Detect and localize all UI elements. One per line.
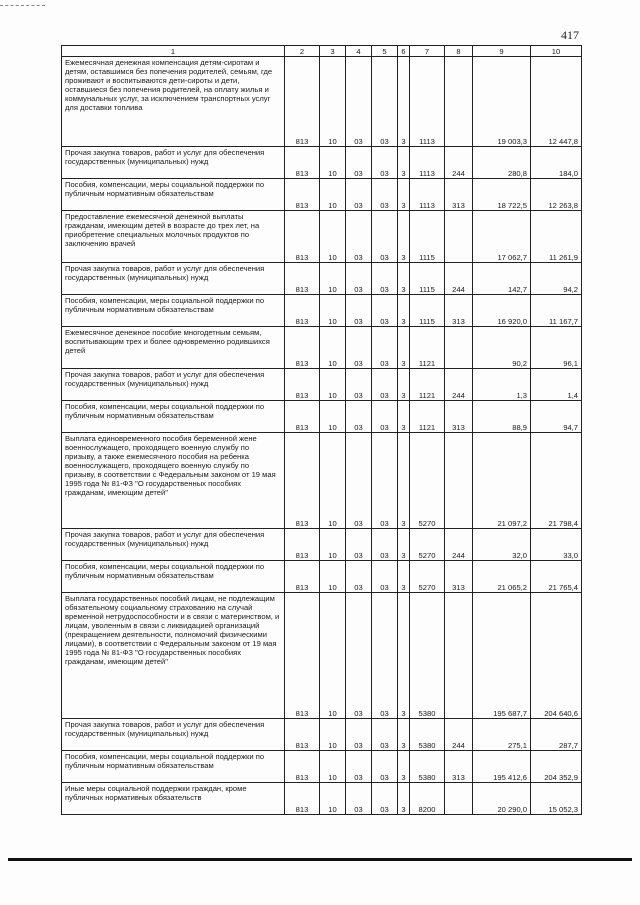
table-row [62,593,582,719]
chapter-code: 813 [285,211,320,263]
bottom-rule [8,858,632,861]
column-header: 6 [398,46,410,57]
subsection-code: 03 [346,211,372,263]
item-code: 5380 [410,719,445,751]
amount-year-1: 21 065,2 [473,561,531,593]
table-body [62,57,582,815]
section-code: 10 [320,147,346,179]
subsection-code: 03 [346,179,372,211]
subprogram-code: 3 [398,401,410,433]
table-row [62,327,582,369]
program-code: 03 [372,433,398,529]
program-code: 03 [372,263,398,295]
table-row [62,263,582,295]
row-description: Прочая закупка товаров, работ и услуг для обеспечения государственных (муниципальных) нужд [62,369,285,401]
program-code: 03 [372,401,398,433]
table-row [62,719,582,751]
amount-year-2: 15 052,3 [531,783,582,815]
subprogram-code: 3 [398,211,410,263]
subsection-code: 03 [346,147,372,179]
expense-type-code [445,57,473,147]
row-description: Ежемесячное денежное пособие многодетным семьям, воспитывающим трех и более одновременно родившихся детей [62,327,285,369]
section-code: 10 [320,179,346,211]
amount-year-1: 16 920,0 [473,295,531,327]
item-code: 1121 [410,327,445,369]
amount-year-2: 1,4 [531,369,582,401]
subsection-code: 03 [346,327,372,369]
expense-type-code: 244 [445,263,473,295]
subsection-code: 03 [346,719,372,751]
subsection-code: 03 [346,529,372,561]
row-description: Предоставление ежемесячной денежной выплаты гражданам, имеющим детей в возрасте до трех лет, на приобретение специальных молочных продуктов по заключению врачей [62,211,285,263]
subprogram-code: 3 [398,751,410,783]
amount-year-1: 195 687,7 [473,593,531,719]
item-code: 5270 [410,561,445,593]
subprogram-code: 3 [398,561,410,593]
amount-year-2: 204 640,6 [531,593,582,719]
table-row [62,211,582,263]
row-description: Прочая закупка товаров, работ и услуг для обеспечения государственных (муниципальных) нужд [62,147,285,179]
expense-type-code [445,783,473,815]
section-code: 10 [320,369,346,401]
subprogram-code: 3 [398,295,410,327]
budget-table [61,45,582,815]
table-row [62,295,582,327]
item-code: 5270 [410,529,445,561]
amount-year-2: 33,0 [531,529,582,561]
page-number: 417 [561,28,579,42]
subprogram-code: 3 [398,147,410,179]
row-description: Пособия, компенсации, меры социальной поддержки по публичным нормативным обязательствам [62,295,285,327]
program-code: 03 [372,179,398,211]
table-row [62,561,582,593]
subsection-code: 03 [346,751,372,783]
column-header: 1 [62,46,285,57]
column-header: 8 [445,46,473,57]
amount-year-1: 19 003,3 [473,57,531,147]
subsection-code: 03 [346,593,372,719]
subsection-code: 03 [346,561,372,593]
item-code: 8200 [410,783,445,815]
program-code: 03 [372,211,398,263]
item-code: 1121 [410,369,445,401]
expense-type-code: 244 [445,369,473,401]
subsection-code: 03 [346,57,372,147]
subsection-code: 03 [346,433,372,529]
subprogram-code: 3 [398,719,410,751]
expense-type-code: 313 [445,179,473,211]
expense-type-code: 244 [445,147,473,179]
item-code: 5270 [410,433,445,529]
item-code: 1121 [410,401,445,433]
chapter-code: 813 [285,295,320,327]
item-code: 1115 [410,295,445,327]
section-code: 10 [320,57,346,147]
section-code: 10 [320,719,346,751]
chapter-code: 813 [285,719,320,751]
item-code: 1115 [410,211,445,263]
program-code: 03 [372,327,398,369]
expense-type-code: 313 [445,295,473,327]
subprogram-code: 3 [398,433,410,529]
subprogram-code: 3 [398,327,410,369]
column-header: 10 [531,46,582,57]
amount-year-2: 21 765,4 [531,561,582,593]
amount-year-2: 96,1 [531,327,582,369]
program-code: 03 [372,369,398,401]
amount-year-1: 21 097,2 [473,433,531,529]
chapter-code: 813 [285,593,320,719]
program-code: 03 [372,719,398,751]
item-code: 1113 [410,179,445,211]
row-description: Пособия, компенсации, меры социальной поддержки по публичным нормативным обязательствам [62,561,285,593]
table-row [62,751,582,783]
chapter-code: 813 [285,751,320,783]
amount-year-1: 280,8 [473,147,531,179]
amount-year-2: 204 352,9 [531,751,582,783]
row-description: Пособия, компенсации, меры социальной поддержки по публичным нормативным обязательствам [62,751,285,783]
amount-year-1: 88,9 [473,401,531,433]
subsection-code: 03 [346,401,372,433]
subsection-code: 03 [346,369,372,401]
amount-year-2: 94,7 [531,401,582,433]
table-row [62,147,582,179]
amount-year-2: 94,2 [531,263,582,295]
item-code: 1113 [410,147,445,179]
amount-year-1: 20 290,0 [473,783,531,815]
section-code: 10 [320,433,346,529]
program-code: 03 [372,295,398,327]
row-description: Пособия, компенсации, меры социальной поддержки по публичным нормативным обязательствам [62,401,285,433]
program-code: 03 [372,593,398,719]
expense-type-code: 313 [445,561,473,593]
program-code: 03 [372,147,398,179]
expense-type-code [445,593,473,719]
amount-year-1: 32,0 [473,529,531,561]
expense-type-code: 244 [445,529,473,561]
subprogram-code: 3 [398,529,410,561]
item-code: 1113 [410,57,445,147]
section-code: 10 [320,263,346,295]
section-code: 10 [320,751,346,783]
amount-year-2: 12 263,8 [531,179,582,211]
amount-year-1: 142,7 [473,263,531,295]
column-header: 3 [320,46,346,57]
amount-year-2: 12 447,8 [531,57,582,147]
subsection-code: 03 [346,295,372,327]
column-header: 7 [410,46,445,57]
chapter-code: 813 [285,783,320,815]
expense-type-code [445,327,473,369]
section-code: 10 [320,529,346,561]
item-code: 5380 [410,593,445,719]
scan-edge-mark [0,5,45,6]
section-code: 10 [320,783,346,815]
table-row [62,783,582,815]
expense-type-code: 313 [445,401,473,433]
row-description: Иные меры социальной поддержки граждан, кроме публичных нормативных обязательств [62,783,285,815]
amount-year-1: 195 412,6 [473,751,531,783]
program-code: 03 [372,529,398,561]
expense-type-code [445,433,473,529]
section-code: 10 [320,561,346,593]
amount-year-1: 90,2 [473,327,531,369]
chapter-code: 813 [285,327,320,369]
table-header-row [62,46,582,57]
section-code: 10 [320,211,346,263]
amount-year-2: 21 798,4 [531,433,582,529]
chapter-code: 813 [285,57,320,147]
section-code: 10 [320,295,346,327]
expense-type-code: 244 [445,719,473,751]
amount-year-2: 287,7 [531,719,582,751]
program-code: 03 [372,561,398,593]
chapter-code: 813 [285,263,320,295]
chapter-code: 813 [285,529,320,561]
program-code: 03 [372,783,398,815]
row-description: Прочая закупка товаров, работ и услуг для обеспечения государственных (муниципальных) нужд [62,263,285,295]
subprogram-code: 3 [398,783,410,815]
section-code: 10 [320,327,346,369]
chapter-code: 813 [285,369,320,401]
amount-year-1: 275,1 [473,719,531,751]
subprogram-code: 3 [398,593,410,719]
chapter-code: 813 [285,179,320,211]
table-row [62,369,582,401]
subprogram-code: 3 [398,263,410,295]
row-description: Ежемесячная денежная компенсация детям-сиротам и детям, оставшимся без попечения родителей, семьям, где проживают и воспитываются дети-сироты и дети, оставшиеся без попечения родителей, на оплату жилья и коммунальных услуг, за исключением транспортных услуг для доставки топлива [62,57,285,147]
amount-year-1: 17 062,7 [473,211,531,263]
table-row [62,401,582,433]
row-description: Прочая закупка товаров, работ и услуг для обеспечения государственных (муниципальных) нужд [62,529,285,561]
column-header: 2 [285,46,320,57]
amount-year-2: 11 167,7 [531,295,582,327]
amount-year-1: 18 722,5 [473,179,531,211]
chapter-code: 813 [285,401,320,433]
program-code: 03 [372,751,398,783]
chapter-code: 813 [285,433,320,529]
amount-year-2: 184,0 [531,147,582,179]
item-code: 5380 [410,751,445,783]
expense-type-code: 313 [445,751,473,783]
expense-type-code [445,211,473,263]
subprogram-code: 3 [398,179,410,211]
amount-year-1: 1,3 [473,369,531,401]
table-row [62,529,582,561]
chapter-code: 813 [285,561,320,593]
row-description: Прочая закупка товаров, работ и услуг для обеспечения государственных (муниципальных) нужд [62,719,285,751]
chapter-code: 813 [285,147,320,179]
table-row [62,433,582,529]
subprogram-code: 3 [398,369,410,401]
item-code: 1115 [410,263,445,295]
subsection-code: 03 [346,263,372,295]
row-description: Пособия, компенсации, меры социальной поддержки по публичным нормативным обязательствам [62,179,285,211]
table-row [62,179,582,211]
row-description: Выплата единовременного пособия беременной жене военнослужащего, проходящего военную службу по призыву, а также ежемесячного пособия на ребенка военнослужащего, проходящего военную службу по призыву, в соответствии с Федеральным законом от 19 мая 1995 года № 81-ФЗ "О государственных пособиях гражданам, имеющим детей" [62,433,285,529]
subprogram-code: 3 [398,57,410,147]
column-header: 4 [346,46,372,57]
amount-year-2: 11 261,9 [531,211,582,263]
subsection-code: 03 [346,783,372,815]
section-code: 10 [320,593,346,719]
program-code: 03 [372,57,398,147]
column-header: 9 [473,46,531,57]
row-description: Выплата государственных пособий лицам, не подлежащим обязательному социальному страхованию на случай временной нетрудоспособности и в связи с материнством, и лицам, уволенным в связи с ликвидацией организаций (прекращением деятельности, полномочий физическими лицами), в соответствии с Федеральным законом от 19 мая 1995 года № 81-ФЗ "О государственных пособиях гражданам, имеющим детей" [62,593,285,719]
column-header: 5 [372,46,398,57]
section-code: 10 [320,401,346,433]
table-row [62,57,582,147]
